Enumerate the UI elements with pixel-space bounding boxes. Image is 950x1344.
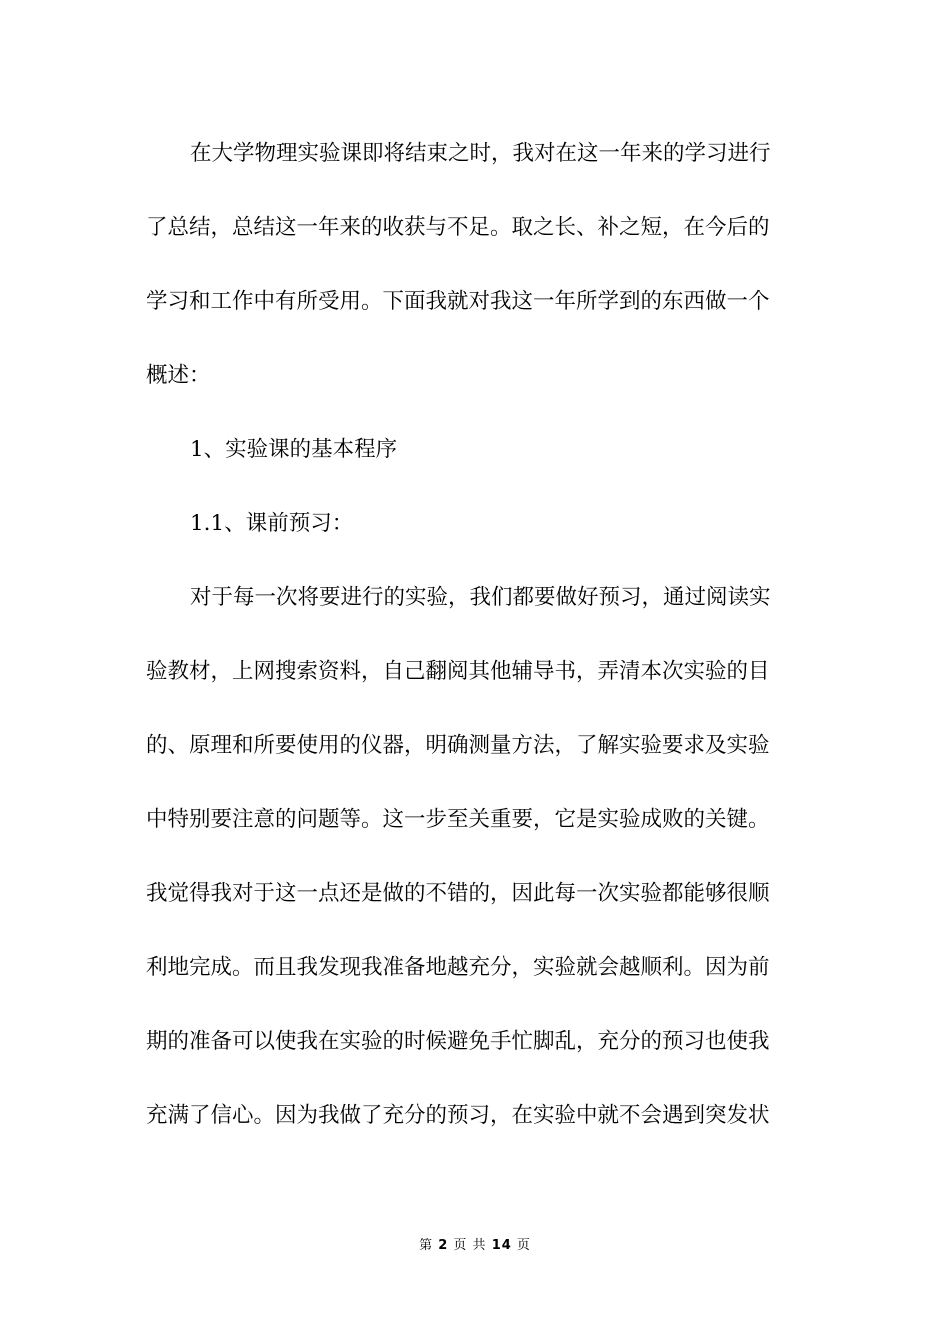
paragraph-line: 对于每一次将要进行的实验，我们都要做好预习，通过阅读实 xyxy=(190,585,771,610)
paragraph-line: 在大学物理实验课即将结束之时，我对在这一年来的学习进行 xyxy=(190,141,771,166)
paragraph-line: 了总结，总结这一年来的收获与不足。取之长、补之短，在今后的 xyxy=(146,215,770,240)
paragraph-line: 的、原理和所要使用的仪器，明确测量方法，了解实验要求及实验 xyxy=(146,733,770,758)
paragraph-line: 充满了信心。因为我做了充分的预习，在实验中就不会遇到突发状 xyxy=(146,1103,770,1128)
section-heading: 1、实验课的基本程序 xyxy=(190,437,398,462)
paragraph-line: 学习和工作中有所受用。下面我就对我这一年所学到的东西做一个 xyxy=(146,289,770,314)
paragraph-line: 期的准备可以使我在实验的时候避免手忙脚乱，充分的预习也使我 xyxy=(146,1029,770,1054)
total-page-number: 14 xyxy=(491,1238,512,1253)
footer-prefix: 第 xyxy=(419,1238,434,1253)
paragraph-line: 我觉得我对于这一点还是做的不错的，因此每一次实验都能够很顺 xyxy=(146,881,770,906)
subsection-heading: 1.1、课前预习： xyxy=(190,511,354,536)
footer-suffix: 页 xyxy=(516,1238,531,1253)
footer-middle: 页 共 xyxy=(453,1238,487,1253)
paragraph-line: 概述： xyxy=(146,363,211,388)
paragraph-line: 验教材，上网搜索资料，自己翻阅其他辅导书，弄清本次实验的目 xyxy=(146,659,770,684)
paragraph-line: 利地完成。而且我发现我准备地越充分，实验就会越顺利。因为前 xyxy=(146,955,770,980)
current-page-number: 2 xyxy=(438,1238,449,1253)
paragraph-line: 中特别要注意的问题等。这一步至关重要，它是实验成败的关键。 xyxy=(146,807,770,832)
body-text xyxy=(146,132,806,1168)
page-footer xyxy=(0,1236,950,1256)
